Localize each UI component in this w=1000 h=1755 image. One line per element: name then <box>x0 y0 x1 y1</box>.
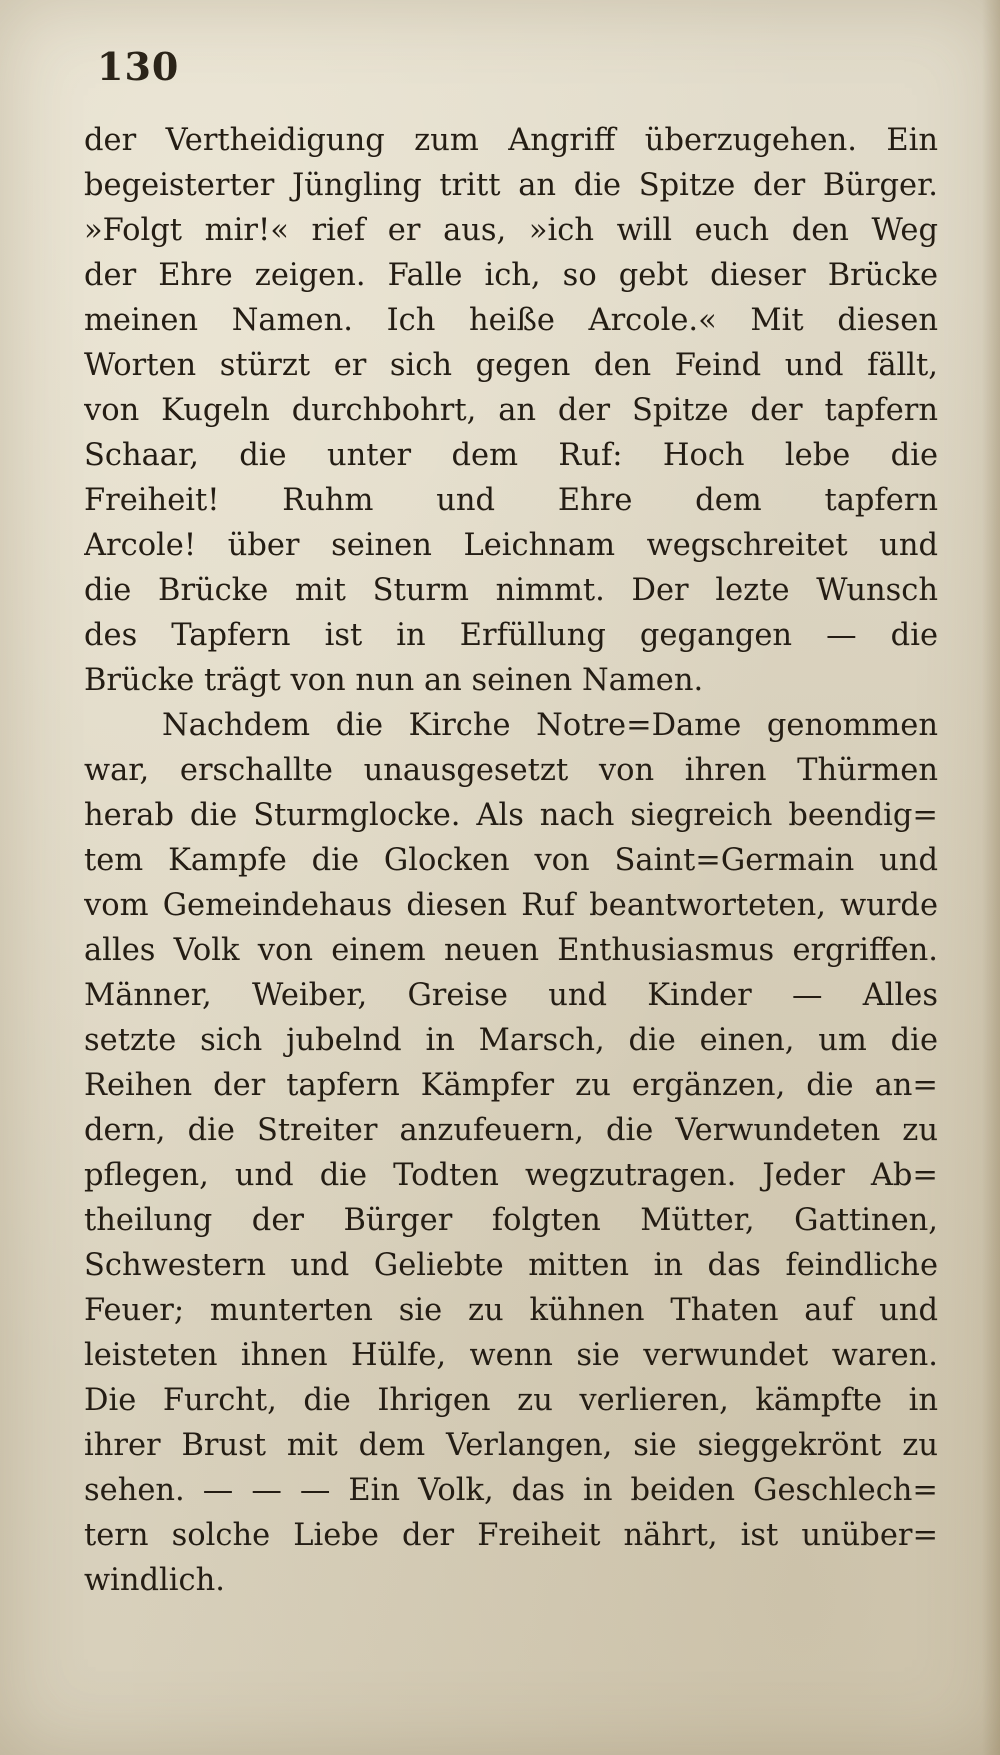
text-line: tern solche Liebe der Freiheit nährt, ist unüber= <box>84 1518 938 1553</box>
text-line: tem Kampfe die Glocken von Saint=Germain und <box>84 843 938 878</box>
text-line: vom Gemeindehaus diesen Ruf beantworteten, wurde <box>84 888 938 923</box>
text-line: Reihen der tapfern Kämpfer zu ergänzen, die an= <box>84 1068 938 1103</box>
text-line: begeisterter Jüngling tritt an die Spitze der Bürger. <box>84 168 938 203</box>
paragraph-end-line: Brücke trägt von nun an seinen Namen. <box>84 663 704 698</box>
text-line: dern, die Streiter anzufeuern, die Verwundeten zu <box>84 1113 938 1148</box>
paragraph-end-line: windlich. <box>84 1563 225 1598</box>
text-line: herab die Sturmglocke. Als nach siegreich beendig= <box>84 798 938 833</box>
text-line: Feuer; munterten sie zu kühnen Thaten auf und <box>84 1293 938 1328</box>
text-line: »Folgt mir!« rief er aus, »ich will euch den Weg <box>84 213 938 248</box>
page-number: 130 <box>97 44 180 89</box>
paragraph-start-line: Nachdem die Kirche Notre=Dame genommen <box>162 708 938 743</box>
text-line: der Vertheidigung zum Angriff überzugehen. Ein <box>84 123 938 158</box>
text-line: Schaar, die unter dem Ruf: Hoch lebe die <box>84 438 938 473</box>
text-line: Die Furcht, die Ihrigen zu verlieren, kämpfte in <box>84 1383 938 1418</box>
text-line: des Tapfern ist in Erfüllung gegangen — die <box>84 618 938 653</box>
text-line: sehen. — — — Ein Volk, das in beiden Geschlech= <box>84 1473 938 1508</box>
text-line: Freiheit! Ruhm und Ehre dem tapfern <box>84 483 938 518</box>
text-line: ihrer Brust mit dem Verlangen, sie sieggekrönt zu <box>84 1428 938 1463</box>
page-edge-shadow <box>982 0 1000 1755</box>
text-line: Männer, Weiber, Greise und Kinder — Alles <box>84 978 938 1013</box>
text-line: die Brücke mit Sturm nimmt. Der lezte Wunsch <box>84 573 938 608</box>
text-line: pflegen, und die Todten wegzutragen. Jeder Ab= <box>84 1158 938 1193</box>
text-line: der Ehre zeigen. Falle ich, so gebt dieser Brücke <box>84 258 938 293</box>
body-text <box>84 118 938 1603</box>
text-line: war, erschallte unausgesetzt von ihren Thürmen <box>84 753 938 788</box>
text-line: setzte sich jubelnd in Marsch, die einen, um die <box>84 1023 938 1058</box>
text-line: alles Volk von einem neuen Enthusiasmus ergriffen. <box>84 933 938 968</box>
text-line: von Kugeln durchbohrt, an der Spitze der tapfern <box>84 393 938 428</box>
text-line: Arcole! über seinen Leichnam wegschreitet und <box>84 528 938 563</box>
text-line: theilung der Bürger folgten Mütter, Gattinen, <box>84 1203 938 1238</box>
text-line: meinen Namen. Ich heiße Arcole.« Mit diesen <box>84 303 938 338</box>
text-line: Schwestern und Geliebte mitten in das feindliche <box>84 1248 938 1283</box>
text-line: Worten stürzt er sich gegen den Feind und fällt, <box>84 348 938 383</box>
text-line: leisteten ihnen Hülfe, wenn sie verwundet waren. <box>84 1338 938 1373</box>
